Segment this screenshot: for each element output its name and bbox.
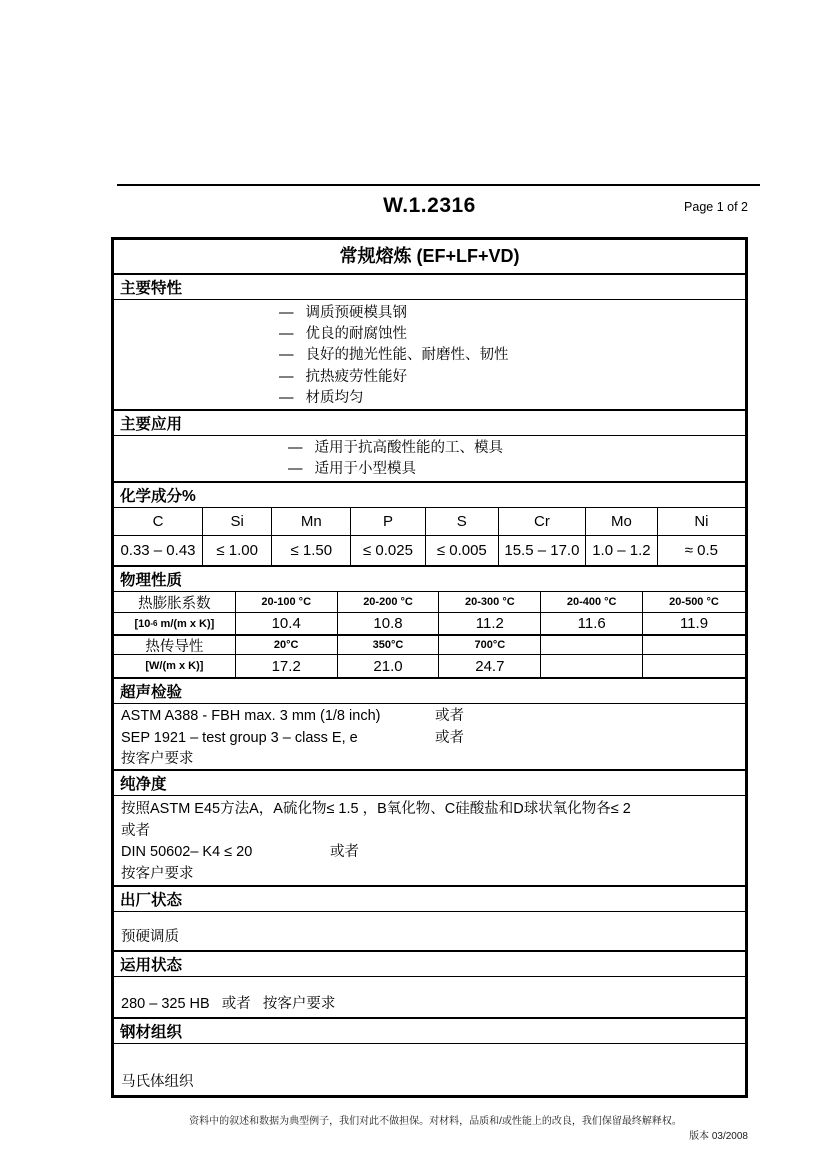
section-header-purity: 纯净度	[114, 769, 745, 796]
section-header-delivery-condition: 出厂状态	[114, 885, 745, 912]
melting-process-title: 常规熔炼 (EF+LF+VD)	[339, 246, 520, 266]
bullet-dash: —	[288, 461, 303, 478]
feature-text: 材质均匀	[305, 389, 364, 406]
bullet-dash: —	[288, 440, 303, 456]
feature-item	[114, 303, 745, 324]
expansion-value: 11.9	[643, 612, 745, 634]
purity-astm-text: 按照ASTM E45方法A，A硫化物≤ 1.5 ，B氧化物、C硅酸盐和D球状氧化物各≤ 2	[121, 801, 631, 817]
or-label: 或者	[435, 708, 464, 724]
section-header-applications: 主要应用	[114, 409, 745, 436]
conductivity-unit-label: [W/(m x K)]	[114, 654, 236, 677]
expansion-temp-header: 20-500 °C	[669, 596, 719, 608]
application-item	[114, 459, 745, 480]
conductivity-value: 17.2	[236, 654, 338, 677]
applications-list	[114, 436, 745, 481]
expansion-unit-label	[114, 612, 236, 634]
conductivity-temp-header	[541, 634, 643, 654]
chem-col-header-mo: Mo	[586, 508, 658, 536]
document-number: W.1.2316	[383, 194, 476, 217]
ultrasonic-line	[121, 706, 745, 728]
section-header-ultrasonic: 超声检验	[114, 677, 745, 704]
chem-value-s: ≤ 0.005	[426, 536, 499, 565]
chem-col-header-ni: Ni	[658, 508, 745, 536]
expansion-temp-header: 20-100 °C	[236, 592, 338, 612]
conductivity-temp-header: 350°C	[338, 634, 440, 654]
expansion-value: 11.6	[541, 612, 643, 634]
thermal-conductivity-label: 热传导性	[114, 634, 236, 654]
bullet-dash: —	[279, 305, 294, 321]
section-header-physical: 物理性质	[114, 565, 745, 592]
application-text: 适用于抗高酸性能的工、模具	[314, 440, 503, 456]
expansion-temp-header: 20-300 °C	[439, 592, 541, 612]
purity-customer-text: 按客户要求	[121, 865, 194, 882]
conductivity-value	[541, 654, 643, 677]
chem-value-si: ≤ 1.00	[203, 536, 272, 565]
feature-item	[114, 388, 745, 409]
ultrasonic-line	[121, 749, 745, 771]
chemistry-table	[114, 508, 745, 565]
expansion-value: 10.8	[338, 612, 440, 634]
physical-properties-table	[114, 592, 745, 677]
delivery-condition-value: 预硬调质	[121, 929, 179, 945]
thermal-expansion-label: 热膨胀系数	[114, 592, 236, 612]
conductivity-temp-header: 20°C	[236, 634, 338, 654]
expansion-temp-header: 20-400 °C	[541, 592, 643, 612]
expansion-value: 11.2	[439, 612, 541, 634]
datasheet-table	[111, 237, 748, 1098]
chem-value-mn: ≤ 1.50	[272, 536, 351, 565]
conductivity-temp-header: 700°C	[439, 634, 541, 654]
chem-col-header-s: S	[426, 508, 499, 536]
feature-text: 优良的耐腐蚀性	[305, 326, 407, 343]
conductivity-value	[643, 654, 745, 677]
conductivity-value: 21.0	[338, 654, 440, 677]
purity-line	[121, 842, 745, 864]
or-label: 或者	[330, 844, 359, 860]
purity-content	[114, 796, 745, 885]
conductivity-temp-header	[643, 634, 745, 654]
chem-value-ni: ≈ 0.5	[684, 542, 719, 559]
purity-line	[121, 821, 745, 843]
expansion-value: 10.4	[236, 612, 338, 634]
chem-col-header-cr: Cr	[499, 508, 586, 536]
chem-value-p: ≤ 0.025	[351, 536, 425, 565]
chem-value-c: 0.33 – 0.43	[114, 536, 203, 565]
feature-item	[114, 367, 745, 388]
features-list	[114, 300, 745, 409]
section-header-steel-structure: 钢材组织	[114, 1017, 745, 1044]
steel-structure-value: 马氏体组织	[121, 1074, 194, 1090]
purity-line	[121, 799, 745, 821]
feature-text: 调质预硬模具钢	[305, 305, 407, 321]
unit-prefix: [10	[134, 617, 151, 630]
section-header-features: 主要特性	[114, 273, 745, 300]
chem-col-header-si: Si	[203, 508, 272, 536]
feature-item	[114, 345, 745, 366]
conductivity-value: 24.7	[439, 654, 541, 677]
ultrasonic-standard: ASTM A388 - FBH max. 3 mm (1/8 inch)	[121, 708, 381, 724]
chem-value-mo: 1.0 – 1.2	[586, 536, 658, 565]
section-header-usage-condition: 运用状态	[114, 950, 745, 977]
bullet-dash: —	[279, 389, 294, 406]
application-text: 适用于小型模具	[314, 461, 416, 478]
ultrasonic-line	[121, 728, 745, 750]
unit-superscript: -6	[150, 619, 158, 628]
header-divider	[117, 184, 760, 186]
or-label: 或者	[435, 729, 464, 746]
purity-din-text: DIN 50602– K4 ≤ 20	[121, 844, 253, 860]
unit-suffix: m/(m x K)]	[157, 617, 215, 630]
footer-version: 版本 03/2008	[689, 1131, 748, 1142]
application-item	[114, 438, 745, 459]
bullet-dash: —	[279, 326, 294, 343]
feature-text: 良好的抛光性能、耐磨性、韧性	[305, 347, 509, 364]
feature-item	[114, 324, 745, 345]
usage-condition-value: 280 – 325 HB 或者 按客户要求	[121, 996, 336, 1012]
purity-line	[121, 864, 745, 886]
page-indicator: Page 1 of 2	[684, 200, 748, 214]
chem-value-cr: 15.5 – 17.0	[499, 536, 586, 565]
ultrasonic-standard: 按客户要求	[121, 751, 194, 767]
or-label: 或者	[121, 822, 150, 839]
expansion-temp-header: 20-200 °C	[338, 592, 440, 612]
section-header-chemistry: 化学成分%	[114, 481, 745, 508]
ultrasonic-content	[114, 704, 745, 769]
feature-text: 抗热疲劳性能好	[305, 368, 407, 385]
bullet-dash: —	[279, 347, 294, 364]
bullet-dash: —	[279, 368, 294, 385]
chem-col-header-mn: Mn	[272, 508, 351, 536]
chem-col-header-c: C	[114, 508, 203, 536]
footer-disclaimer: 资料中的叙述和数据为典型例子，我们对此不做担保。对材料，品质和/或性能上的改良，我们保留最终解释权。	[189, 1116, 682, 1127]
chem-col-header-p: P	[351, 508, 425, 536]
ultrasonic-standard: SEP 1921 – test group 3 – class E, e	[121, 729, 358, 746]
